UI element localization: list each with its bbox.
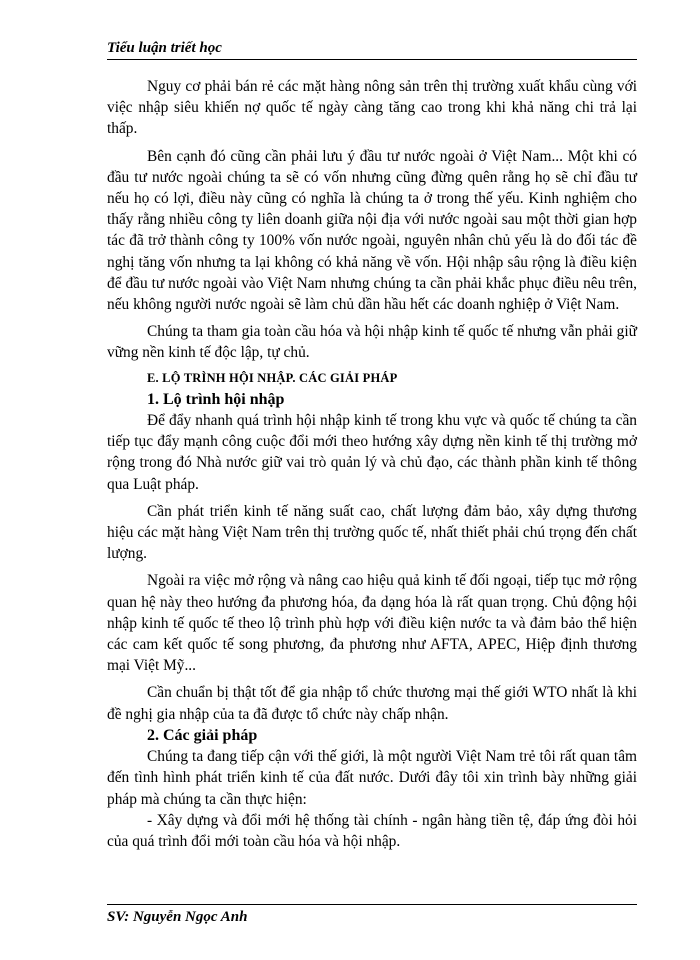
paragraph: Bên cạnh đó cũng cần phải lưu ý đầu tư nước ngoài ở Việt Nam... Một khi có đầu tư nước ngoài chúng ta sẽ có vốn nhưng cũng đừng quên rằng họ sẽ chỉ đầu tư nếu họ có lợi, điều này cũng có nghĩa là chúng ta ở trong thế yếu. Kinh nghiệm cho thấy rằng nhiều công ty liên doanh giữa nội địa với nước ngoài sau một thời gian hợp tác đã trở thành công ty 100% vốn nước ngoài, nguyên nhân chủ yếu là do đối tác đề nghị tăng vốn nhưng ta lại không có khả năng về vốn. Hội nhập sâu rộng là điều kiện để đầu tư nước ngoài vào Việt Nam nhưng chúng ta cần phải khắc phục điều nêu trên, nếu không người nước ngoài sẽ làm chủ dần hầu hết các doanh nghiệp ở Việt Nam. [107,147,637,314]
paragraph: Cần chuẩn bị thật tốt để gia nhập tổ chức thương mại thế giới WTO nhất là khi đề nghị gia nhập của ta đã được tổ chức này chấp nhận. [107,684,637,723]
paragraph: Chúng ta tham gia toàn cầu hóa và hội nhập kinh tế quốc tế nhưng vẫn phải giữ vững nền kinh tế độc lập, tự chủ. [107,323,637,362]
paragraph: Chúng ta đang tiếp cận với thế giới, là một người Việt Nam trẻ tôi rất quan tâm đến tình hình phát triển kinh tế của đất nước. Dưới đây tôi xin trình bày những giải pháp mà chúng ta cần thực hiện: [107,748,637,808]
subsection-heading: 1. Lộ trình hội nhập [147,390,285,408]
paragraph: Để đẩy nhanh quá trình hội nhập kinh tế trong khu vực và quốc tế chúng ta cần tiếp tục đẩy mạnh công cuộc đổi mới theo hướng xây dựng nền kinh tế thị trường mở rộng trong đó Nhà nước giữ vai trò quản lý và chủ đạo, các thành phần kinh tế thông qua Luật pháp. [107,412,637,493]
page-footer: SV: Nguyễn Ngọc Anh [107,904,637,926]
paragraph: Cần phát triển kinh tế năng suất cao, chất lượng đảm bảo, xây dựng thương hiệu các mặt hàng Việt Nam trên thị trường quốc tế, nhất thiết phải chú trọng đến chất lượng. [107,502,637,563]
page-header: Tiểu luận triết học [107,40,637,60]
subsection-heading: 2. Các giải pháp [147,726,258,744]
paragraph: Ngoài ra việc mở rộng và nâng cao hiệu quả kinh tế đối ngoại, tiếp tục mở rộng quan hệ này theo hướng đa phương hóa, đa dạng hóa là rất quan trọng. Chủ động hội nhập kinh tế quốc tế theo lộ trình phù hợp với điều kiện nước ta và đảm bảo thể hiện các cam kết quốc tế song phương, đa phương như AFTA, APEC, Hiệp định thương mại Việt Mỹ... [107,572,637,675]
paragraph: Nguy cơ phải bán rẻ các mặt hàng nông sản trên thị trường xuất khẩu cùng với việc nhập siêu khiến nợ quốc tế ngày càng tăng cao trong khi khả năng chi trả lại thấp. [107,78,637,138]
list-item: - Xây dựng và đổi mới hệ thống tài chính - ngân hàng tiền tệ, đáp ứng đòi hỏi của quá trình đổi mới toàn cầu hóa và hội nhập. [107,811,637,850]
section-heading: E. LỘ TRÌNH HỘI NHẬP. CÁC GIẢI PHÁP [147,370,398,385]
document-body [107,76,637,852]
